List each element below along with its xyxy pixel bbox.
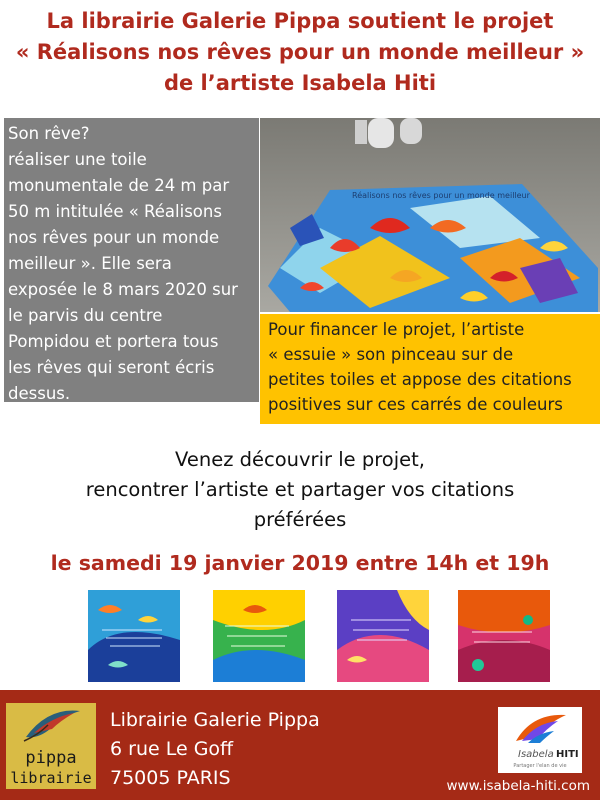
invitation-text [0, 445, 600, 535]
small-canvas-blue [88, 590, 180, 682]
title-line-1: La librairie Galerie Pippa soutient le projet [46, 9, 554, 33]
dream-line: dessus. [8, 384, 71, 403]
dream-line: meilleur ». Elle sera [8, 254, 172, 273]
dream-line: monumentale de 24 m par [8, 176, 230, 195]
financing-line: « essuie » son pinceau sur de [268, 345, 514, 364]
logo-word-librairie: librairie [10, 769, 92, 787]
dream-line: le parvis du centre [8, 306, 163, 325]
logo-name: Isabela [518, 749, 554, 760]
financing-line: Pour financer le projet, l’artiste [268, 320, 525, 339]
title-line-3: de l’artiste Isabela Hiti [163, 71, 437, 95]
invite-line-3: préférées [253, 508, 347, 531]
canvas-photo [260, 118, 600, 312]
event-date: le samedi 19 janvier 2019 entre 14h et 19h [50, 551, 550, 575]
logo-surname: HITI [556, 749, 579, 760]
dream-line: Son rêve? [8, 124, 90, 143]
website-link[interactable]: www.isabela-hiti.com [446, 778, 590, 794]
dream-line: réaliser une toile [8, 150, 147, 169]
canvas-photo-illustration [260, 118, 600, 312]
small-canvas-green [213, 590, 305, 682]
financing-line: positives sur ces carrés de couleurs [268, 395, 563, 414]
address-line: 6 rue Le Goff [110, 738, 234, 760]
dream-line: Pompidou et portera tous [8, 332, 219, 351]
small-canvas-purple [337, 590, 429, 682]
isabela-hiti-logo [498, 707, 582, 773]
logo-word-pippa: pippa [25, 748, 77, 768]
address-line: Librairie Galerie Pippa [110, 709, 320, 731]
dream-line: exposée le 8 mars 2020 sur [8, 280, 238, 299]
pippa-librairie-logo [6, 703, 96, 789]
address-line: 75005 PARIS [110, 767, 231, 789]
financing-text-box [260, 314, 600, 424]
logo-tagline: Partager l'elan de vie [513, 763, 567, 769]
page-title [0, 6, 600, 99]
invite-line-2: rencontrer l’artiste et partager vos citations [85, 478, 515, 501]
small-canvas-red [458, 590, 550, 682]
dream-line: 50 m intitulée « Réalisons [8, 202, 222, 221]
canvas-inscription: Réalisons nos rêves pour un monde meilleur [352, 191, 530, 200]
dream-line: les rêves qui seront écris [8, 358, 215, 377]
dream-line: nos rêves pour un monde [8, 228, 220, 247]
brushstroke-icon [498, 707, 582, 773]
invite-line-1: Venez découvrir le projet, [175, 448, 425, 471]
bookshop-address [110, 706, 320, 793]
dream-text-box [4, 118, 259, 402]
feather-icon [6, 703, 96, 789]
financing-line: petites toiles et appose des citations [268, 370, 572, 389]
title-line-2: « Réalisons nos rêves pour un monde meilleur » [15, 40, 585, 64]
